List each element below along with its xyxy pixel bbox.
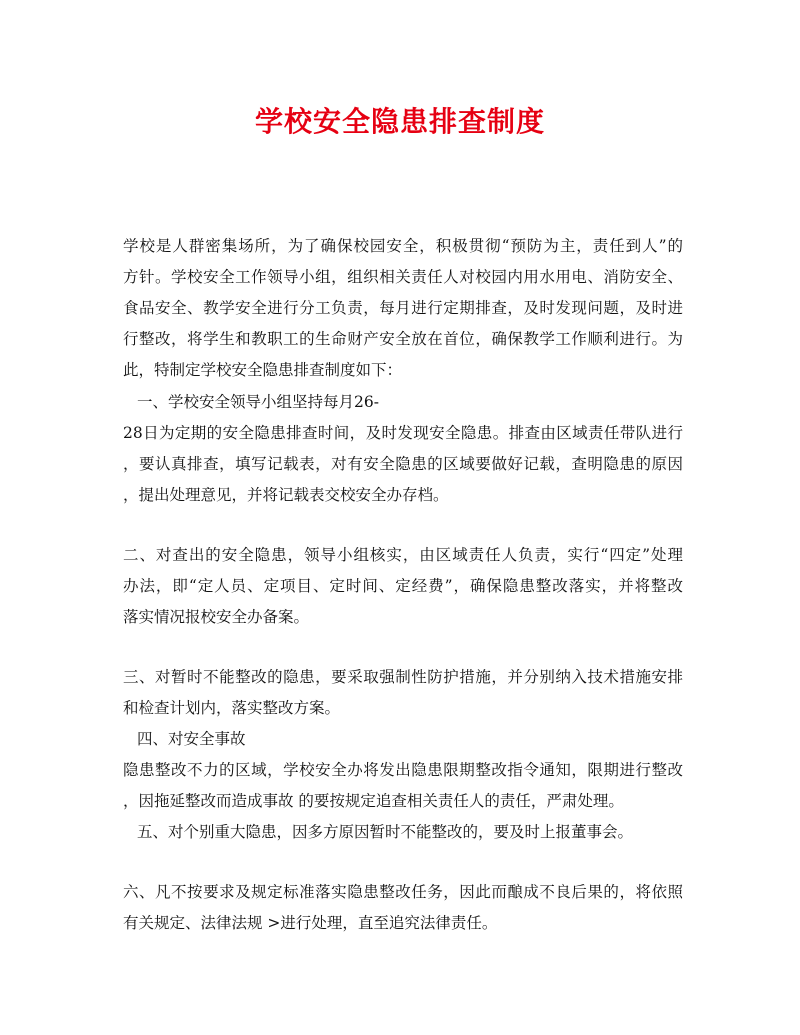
paragraph-line: 行整改，将学生和教职工的生命财产安全放在首位，确保教学工作顺利进行。为 bbox=[123, 330, 683, 348]
paragraph-line: 食品安全、教学安全进行分工负责，每月进行定期排查，及时发现问题，及时进 bbox=[123, 299, 683, 317]
paragraph-line: 隐患整改不力的区域，学校安全办将发出隐患限期整改指令通知，限期进行整改 bbox=[123, 761, 683, 779]
paragraph-line: 有关规定、法律法规 >进行处理，直至追究法律责任。 bbox=[123, 914, 498, 932]
paragraph-line: 和检查计划内，落实整改方案。 bbox=[123, 699, 341, 717]
paragraph-line: ，因拖延整改而造成事故 的要按规定追查相关责任人的责任，严肃处理。 bbox=[123, 792, 624, 810]
paragraph-line: ，提出处理意见，并将记载表交校安全办存档。 bbox=[123, 486, 449, 504]
paragraph-line: 学校是人群密集场所，为了确保校园安全，积极贯彻“预防为主，责任到人”的 bbox=[123, 237, 683, 255]
paragraph-line: 四、对安全事故 bbox=[137, 730, 246, 748]
paragraph-line: 五、对个别重大隐患，因多方原因暂时不能整改的，要及时上报董事会。 bbox=[137, 823, 634, 841]
paragraph-line: ，要认真排查，填写记载表，对有安全隐患的区域要做好记载，查明隐患的原因 bbox=[123, 455, 683, 473]
paragraph-line: 28日为定期的安全隐患排查时间，及时发现安全隐患。排查由区域责任带队进行 bbox=[123, 424, 683, 442]
paragraph-line: 三、对暂时不能整改的隐患，要采取强制性防护措施，并分别纳入技术措施安排 bbox=[123, 668, 683, 686]
paragraph-line: 一、学校安全领导小组坚持每月26- bbox=[137, 393, 379, 411]
document-title: 学校安全隐患排查制度 bbox=[254, 105, 545, 138]
paragraph-line: 此，特制定学校安全隐患排查制度如下： bbox=[123, 361, 403, 379]
paragraph-line: 二、对查出的安全隐患，领导小组核实，由区域责任人负责，实行“四定”处理 bbox=[123, 546, 683, 564]
paragraph-line: 方针。学校安全工作领导小组，组织相关责任人对校园内用水用电、消防安全、 bbox=[123, 268, 683, 286]
paragraph-line: 办法，即“定人员、定项目、定时间、定经费”，确保隐患整改落实，并将整改 bbox=[123, 577, 683, 595]
paragraph-line: 六、凡不按要求及规定标准落实隐患整改任务，因此而酿成不良后果的，将依照 bbox=[123, 883, 683, 901]
paragraph-line: 落实情况报校安全办备案。 bbox=[123, 608, 310, 626]
